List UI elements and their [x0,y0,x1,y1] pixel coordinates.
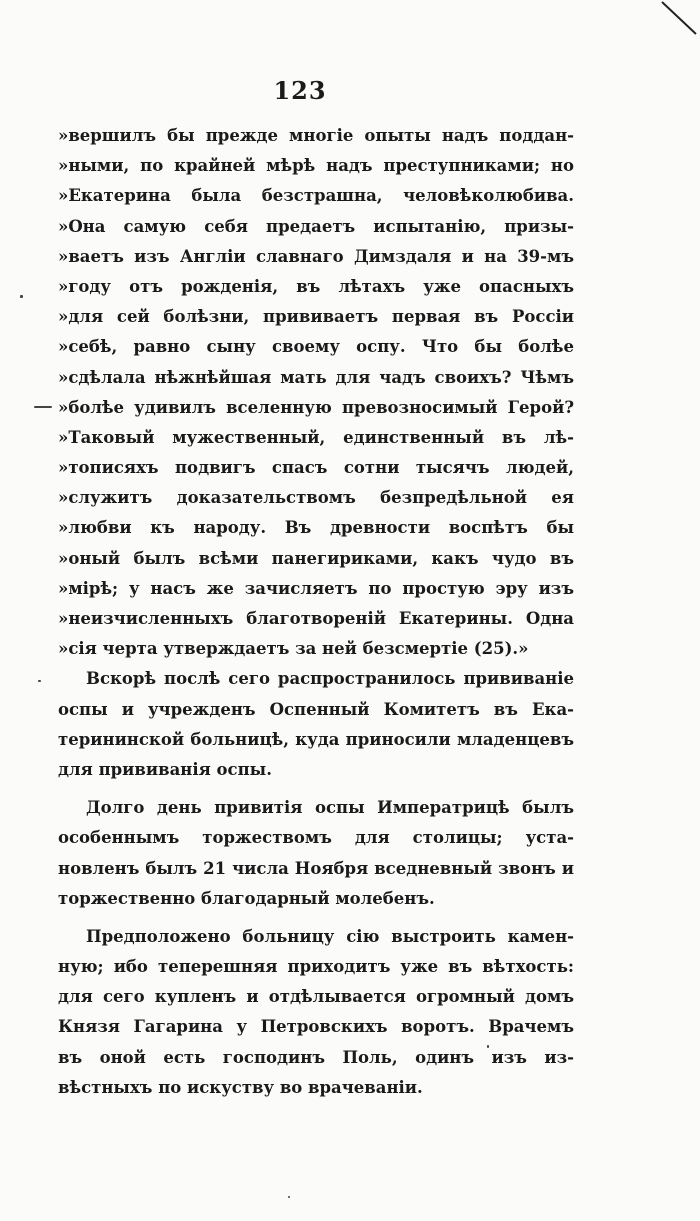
paragraph-quotation [58,121,574,664]
text-line: »тописяхъ подвигъ спасъ сотни тысячъ людей, [58,458,574,478]
paragraph-gap [58,785,574,793]
scan-speck [20,295,23,298]
text-line: Долго день привитія оспы Императрицѣ былъ [86,798,574,818]
text-line: для прививанія оспы. [58,759,272,779]
paragraph-celebration [58,793,574,914]
text-line: оспы и учрежденъ Оспенный Комитетъ въ Ека- [58,699,574,719]
page-body [58,121,574,1103]
text-line: ную; ибо теперешняя приходитъ уже въ вѣтхость: [58,957,574,977]
paragraph-smallpox-committee [58,664,574,785]
text-line: »Екатерина была безстрашна, человѣколюбива. [58,186,574,206]
page-number: 123 [273,76,327,105]
text-line: »для сей болѣзни, прививаетъ первая въ Россіи [58,307,574,327]
text-line: Предположено больницу сію выстроить камен- [86,926,574,946]
text-line: »болѣе удивилъ вселенную превозносимый Герой? [58,397,574,417]
page-corner-mark [658,0,698,40]
text-line: вѣстныхъ по искуству во врачеваніи. [58,1077,423,1097]
paragraph-gap [58,914,574,922]
text-line: »себѣ, равно сыну своему оспу. Что бы болѣе [58,337,574,357]
scan-speck [487,1045,489,1048]
text-line: для сего купленъ и отдѣлывается огромный домъ [58,987,574,1007]
text-line: »неизчисленныхъ благотвореній Екатерины. Одна [58,609,574,628]
text-line: Князя Гагарина у Петровскихъ воротъ. Врачемъ [58,1017,574,1037]
text-line: »служитъ доказательствомъ безпредѣльной ея [58,488,574,508]
text-line: »Она самую себя предаетъ испытанію, призы- [58,216,574,236]
scan-speck [38,680,41,682]
text-line: терининской больницѣ, куда приносили младенцевъ [58,729,574,749]
scan-speck [34,406,52,408]
text-line: »году отъ рожденія, въ лѣтахъ уже опасныхъ [58,276,574,296]
text-line: »ваетъ изъ Англіи славнаго Димздаля и на 39-мъ [58,246,574,266]
paragraph-hospital [58,922,574,1103]
text-line: »любви къ народу. Въ древности воспѣтъ бы [58,518,574,538]
text-line: »вершилъ бы прежде многіе опыты надъ поддан- [58,126,574,145]
text-line: »сдѣлала нѣжнѣйшая мать для чадъ своихъ? Чѣмъ [58,367,574,387]
text-line: въ оной есть господинъ Поль, одинъ изъ из- [58,1047,574,1067]
text-line: торжественно благодарный молебенъ. [58,888,435,908]
scan-speck [288,1196,290,1198]
text-line: новленъ былъ 21 числа Ноября вседневный звонъ и [58,858,574,878]
text-line: »ными, по крайней мѣрѣ надъ преступниками; но [58,156,574,176]
text-line: »оный былъ всѣми панегириками, какъ чудо въ [58,548,574,568]
text-line: особеннымъ торжествомъ для столицы; уста- [58,828,574,848]
text-line: »сія черта утверждаетъ за ней безсмертіе (25).» [58,639,529,659]
text-line: »мірѣ; у насъ же зачисляетъ по простую эру изъ [58,578,574,598]
text-line: Вскорѣ послѣ сего распространилось прививаніе [86,669,574,689]
text-line: »Таковый мужественный, единственный въ лѣ- [58,427,574,447]
